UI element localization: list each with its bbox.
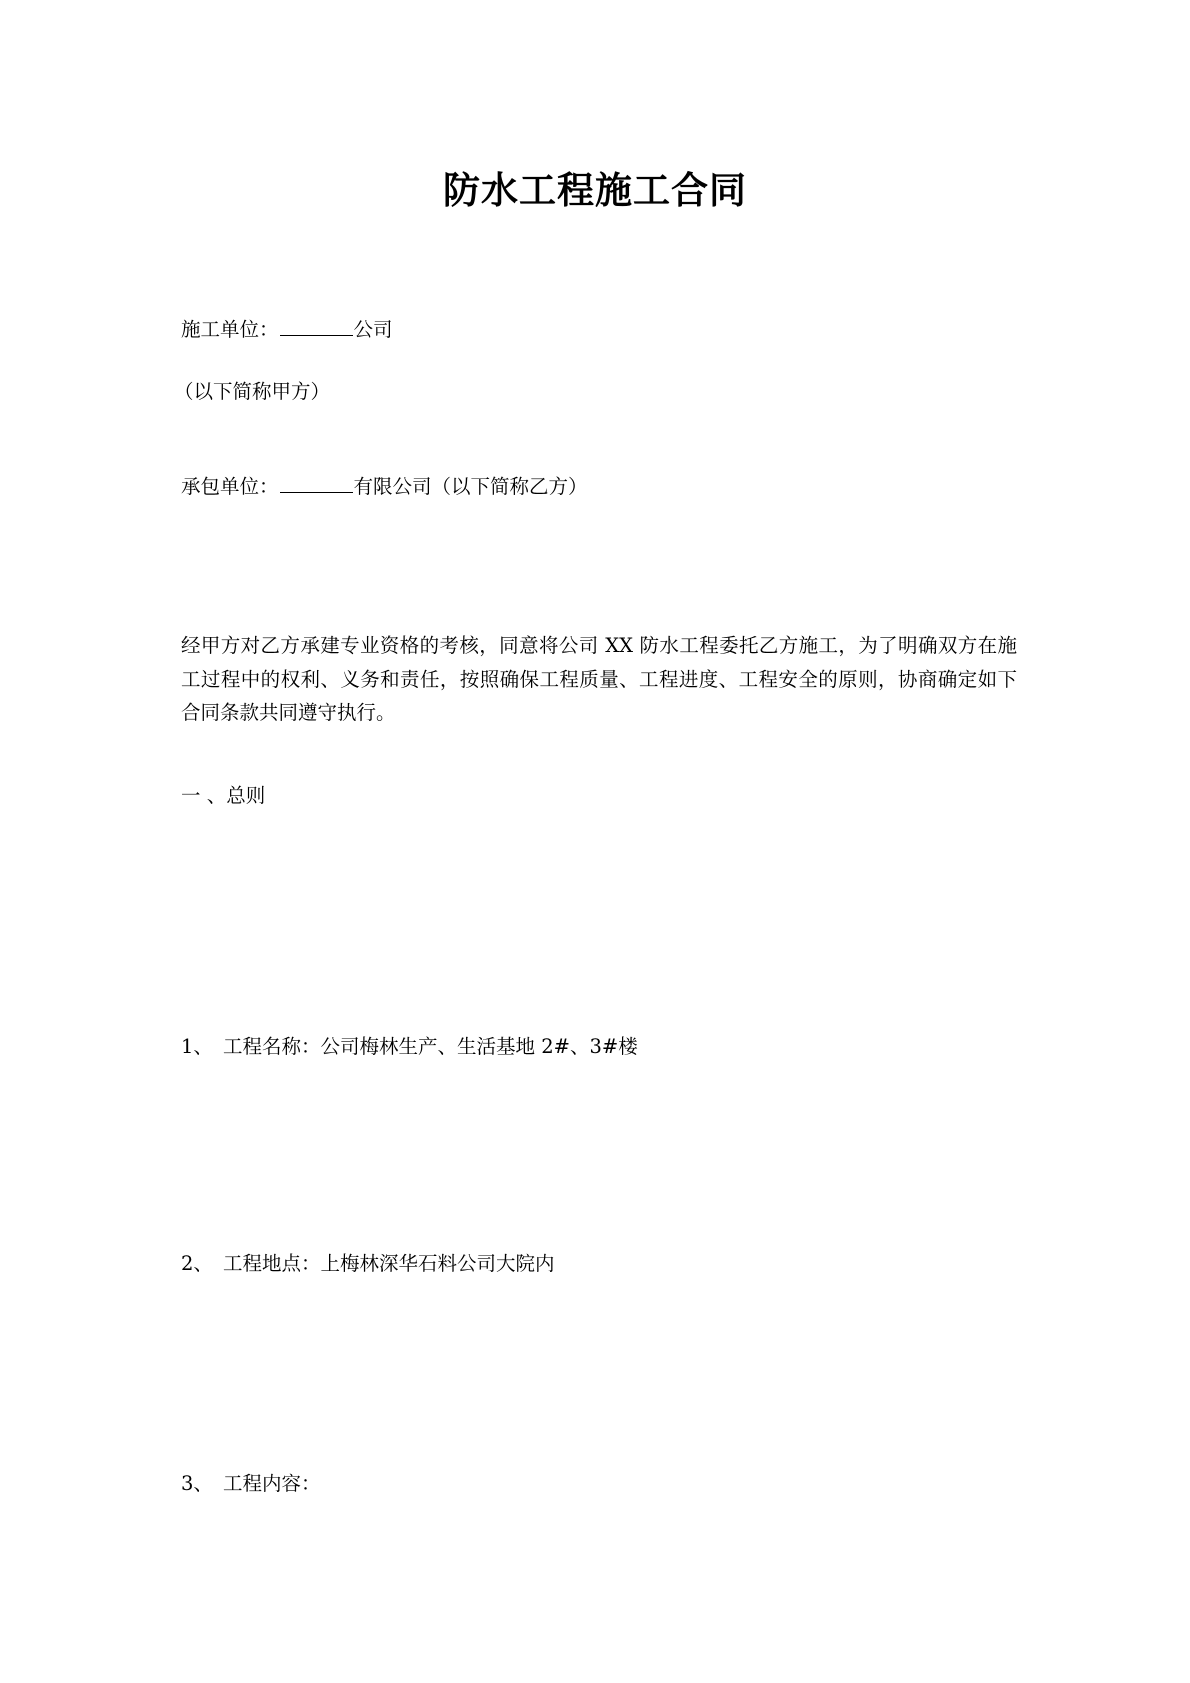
clause-item: [181, 1251, 555, 1277]
clause-number: 2、: [181, 1252, 213, 1275]
clause-number: 3、: [181, 1472, 213, 1495]
party-b-line: [181, 474, 588, 500]
clause-item: [181, 1471, 321, 1497]
party-a-note: （以下简称甲方）: [174, 380, 331, 403]
clause-number: 1、: [181, 1035, 213, 1058]
preamble-paragraph: 经甲方对乙方承建专业资格的考核，同意将公司 XX 防水工程委托乙方施工，为了明确双方在施工过程中的权利、义务和责任，按照确保工程质量、工程进度、工程安全的原则，协商确定如下合同条款共同遵守执行。: [181, 634, 1017, 724]
clause-text: 工程地点：上梅林深华石料公司大院内: [223, 1252, 555, 1275]
party-a-suffix: 公司: [353, 318, 393, 341]
party-b-suffix: 有限公司（以下简称乙方）: [353, 475, 588, 498]
section-heading-general: 一 、总则: [181, 784, 266, 807]
party-b-label: 承包单位：: [181, 475, 279, 498]
document-title: 防水工程施工合同: [443, 168, 747, 212]
party-a-line: [181, 317, 393, 343]
clause-item: [181, 1034, 638, 1060]
party-b-blank: [280, 474, 353, 493]
clause-text: 工程内容：: [223, 1472, 321, 1495]
party-a-blank: [280, 317, 353, 336]
clause-text: 工程名称：公司梅林生产、生活基地 2#、3#楼: [223, 1035, 638, 1058]
party-a-label: 施工单位：: [181, 318, 279, 341]
